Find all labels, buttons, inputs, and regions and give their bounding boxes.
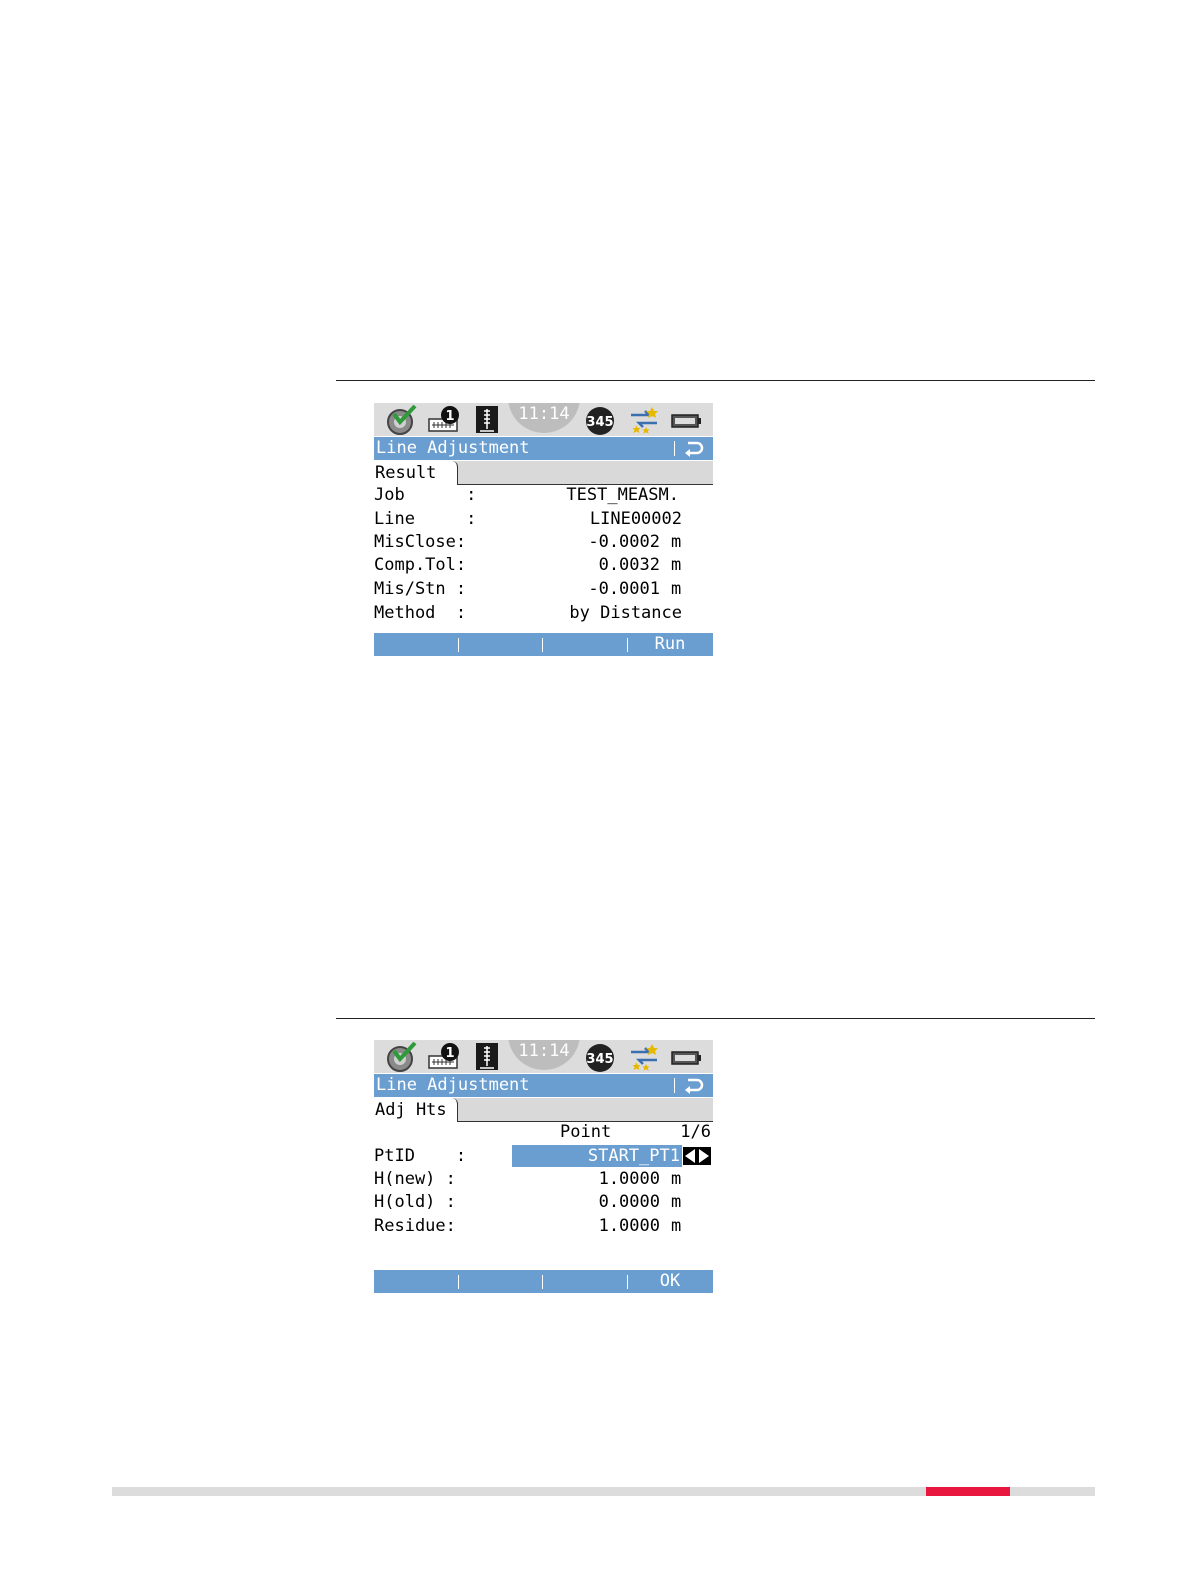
run-button[interactable]: Run: [654, 634, 686, 654]
fkey-divider: [542, 1275, 543, 1289]
field-comp-tol[interactable]: [374, 554, 713, 576]
field-label: Job :: [374, 485, 477, 505]
field-method[interactable]: [374, 602, 713, 624]
field-unit: m: [671, 555, 682, 575]
input-mode-icon[interactable]: [584, 405, 616, 435]
screen-title: Line Adjustment: [376, 438, 530, 458]
fkey-divider: [458, 638, 459, 652]
field-value: -0.0002: [588, 532, 660, 552]
svg-text:345: 345: [586, 1052, 614, 1067]
tab-row: [374, 1098, 713, 1122]
tab-row: [374, 461, 713, 485]
tab-adj-hts[interactable]: Adj Hts: [374, 1098, 458, 1122]
point-header-label: Point: [560, 1122, 612, 1142]
field-label: Mis/Stn :: [374, 579, 467, 599]
field-mis-stn[interactable]: [374, 578, 713, 600]
battery-icon[interactable]: [670, 1042, 704, 1072]
field-unit: m: [671, 1216, 682, 1236]
battery-icon[interactable]: [670, 405, 704, 435]
clock-display: 11:14: [508, 403, 580, 433]
compass-check-icon[interactable]: [384, 405, 418, 435]
level-counter-icon[interactable]: [428, 405, 462, 435]
field-value: LINE00002: [589, 509, 682, 529]
level-counter-icon[interactable]: [428, 1042, 462, 1072]
field-value: TEST_MEASM.: [566, 485, 679, 505]
input-mode-icon[interactable]: [584, 1042, 616, 1072]
field-h-new[interactable]: [374, 1168, 713, 1190]
field-value: -0.0001: [588, 579, 660, 599]
field-residue[interactable]: [374, 1215, 713, 1237]
connection-stars-icon[interactable]: [628, 405, 660, 435]
connection-stars-icon[interactable]: [628, 1042, 660, 1072]
status-bar: [374, 403, 713, 436]
compass-check-icon[interactable]: [384, 1042, 418, 1072]
field-label: Line :: [374, 509, 477, 529]
field-unit: m: [671, 1192, 682, 1212]
field-label: MisClose:: [374, 532, 467, 552]
fkey-divider: [458, 1275, 459, 1289]
ptid-value: START_PT1: [587, 1146, 680, 1166]
status-bar: [374, 1040, 713, 1073]
field-label: Method :: [374, 603, 467, 623]
field-ptid[interactable]: [374, 1145, 713, 1167]
screen-title: Line Adjustment: [376, 1075, 530, 1095]
field-value: 1.0000: [598, 1169, 660, 1189]
field-unit: m: [671, 532, 682, 552]
counter-badge: 1: [445, 409, 455, 424]
section-divider-top: [336, 380, 1095, 381]
title-divider: [674, 1078, 675, 1093]
ok-button[interactable]: OK: [659, 1271, 681, 1291]
footer-brand-mark: [926, 1487, 1010, 1496]
staff-icon[interactable]: [472, 405, 502, 435]
function-key-bar: [374, 1270, 713, 1293]
field-value: 0.0000: [598, 1192, 660, 1212]
staff-icon[interactable]: [472, 1042, 502, 1072]
device-screen-adj-hts: [374, 1040, 713, 1294]
left-right-arrows-icon[interactable]: [683, 1147, 711, 1165]
function-key-bar: [374, 633, 713, 656]
point-counter: 1/6: [680, 1122, 711, 1142]
field-unit: m: [671, 1169, 682, 1189]
point-header: [374, 1121, 713, 1143]
field-misclose[interactable]: [374, 531, 713, 553]
field-job[interactable]: [374, 484, 713, 506]
clock-display: 11:14: [508, 1040, 580, 1070]
title-bar: [374, 437, 713, 460]
back-arrow-icon[interactable]: [683, 439, 705, 459]
field-label: H(old) :: [374, 1192, 456, 1212]
title-divider: [674, 441, 675, 456]
field-label: H(new) :: [374, 1169, 456, 1189]
counter-badge: 1: [445, 1046, 455, 1061]
back-arrow-icon[interactable]: [683, 1076, 705, 1096]
field-h-old[interactable]: [374, 1191, 713, 1213]
title-bar: [374, 1074, 713, 1097]
field-value: 1.0000: [598, 1216, 660, 1236]
section-divider-bottom: [336, 1018, 1095, 1019]
svg-text:345: 345: [586, 415, 614, 430]
field-value: 0.0032: [598, 555, 660, 575]
ptid-selector[interactable]: [512, 1145, 682, 1167]
field-label: Comp.Tol:: [374, 555, 467, 575]
field-unit: m: [671, 579, 682, 599]
field-label: Residue:: [374, 1216, 456, 1236]
device-screen-result: [374, 403, 713, 657]
fkey-divider: [542, 638, 543, 652]
field-line[interactable]: [374, 508, 713, 530]
field-value: by Distance: [569, 603, 682, 623]
tab-result[interactable]: Result: [374, 461, 458, 485]
field-label: PtID :: [374, 1146, 467, 1166]
